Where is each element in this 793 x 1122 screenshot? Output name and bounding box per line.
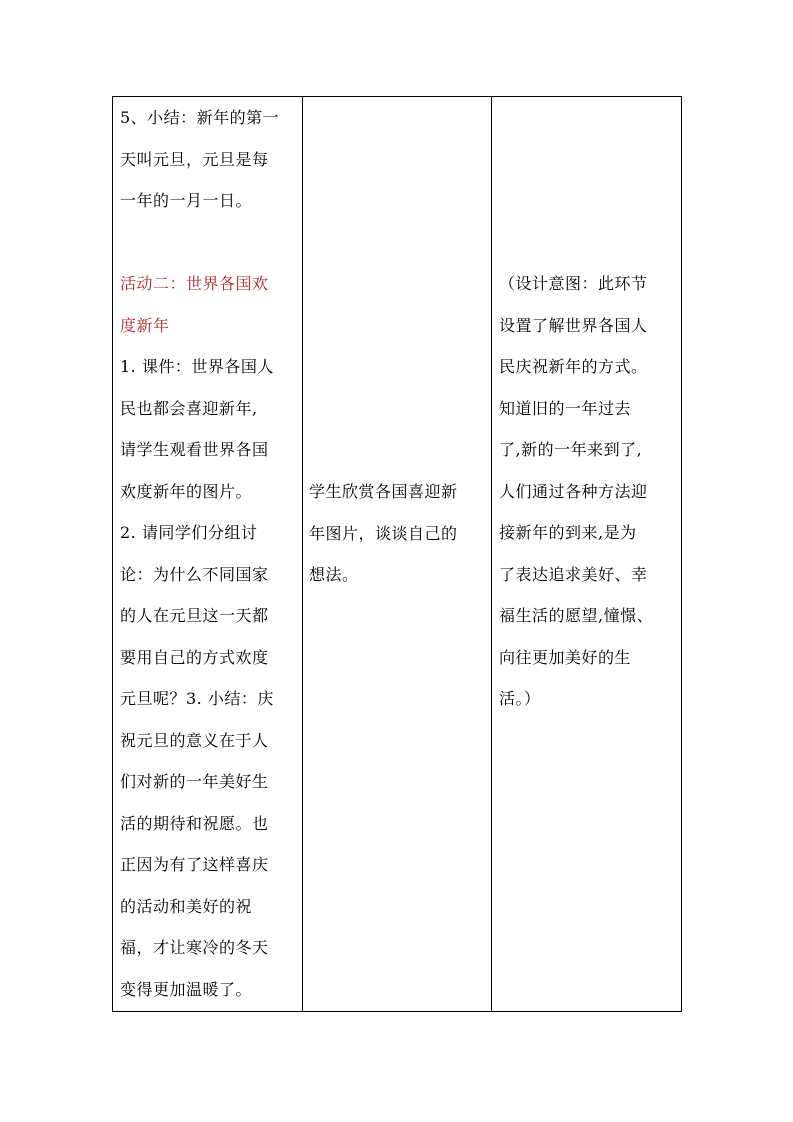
body-line: 元旦呢？3. 小结：庆 bbox=[120, 689, 274, 708]
body-line: 正因为有了这样喜庆 bbox=[120, 855, 269, 874]
column-divider bbox=[491, 97, 492, 1011]
intent-line: 向往更加美好的生 bbox=[499, 647, 632, 667]
intent-line: 知道旧的一年过去 bbox=[499, 398, 632, 418]
body-line: 祝元旦的意义在于人 bbox=[120, 730, 269, 750]
intent-line: 民庆祝新年的方式。 bbox=[499, 357, 648, 376]
intent-line: 了表达追求美好、幸 bbox=[499, 564, 648, 584]
intent-line: 人们通过各种方法迎 bbox=[499, 481, 648, 501]
column-divider bbox=[302, 97, 303, 1011]
activity-title: 活动二：世界各国欢 bbox=[120, 274, 269, 293]
intent-line: 了,新的一年来到了, bbox=[499, 440, 643, 459]
intent-line: （设计意图：此环节 bbox=[499, 274, 648, 293]
body-line: 欢度新年的图片。 bbox=[120, 481, 253, 501]
student-line: 学生欣赏各国喜迎新 bbox=[309, 482, 458, 501]
student-activity-cell bbox=[309, 471, 489, 596]
body-line: 的人在元旦这一天都 bbox=[120, 606, 269, 625]
spacer bbox=[120, 222, 298, 264]
body-line: 2. 请同学们分组讨 bbox=[120, 523, 258, 542]
body-line: 活的期待和祝愿。也 bbox=[120, 813, 269, 833]
body-line: 们对新的一年美好生 bbox=[120, 772, 269, 791]
design-intent-cell bbox=[499, 263, 679, 720]
intent-line: 福生活的愿望,憧憬、 bbox=[499, 606, 654, 625]
intent-line: 接新年的到来,是为 bbox=[499, 523, 637, 542]
lesson-table bbox=[112, 96, 682, 1012]
body-line: 论：为什么不同国家 bbox=[120, 564, 269, 584]
body-line: 的活动和美好的祝 bbox=[120, 896, 253, 916]
student-line: 年图片，谈谈自己的 bbox=[309, 523, 458, 543]
teaching-process-cell bbox=[120, 97, 298, 1010]
summary-line: 天叫元旦，元旦是每 bbox=[120, 149, 269, 169]
body-line: 1. 课件：世界各国人 bbox=[120, 357, 274, 376]
student-line: 想法。 bbox=[309, 565, 359, 584]
summary-line: 一年的一月一日。 bbox=[120, 191, 253, 210]
summary-line: 5、小结：新年的第一 bbox=[120, 108, 280, 127]
body-line: 民也都会喜迎新年, bbox=[120, 398, 258, 418]
body-line: 变得更加温暖了。 bbox=[120, 979, 253, 999]
intent-line: 活。） bbox=[499, 689, 541, 708]
body-line: 要用自己的方式欢度 bbox=[120, 647, 269, 667]
body-line: 请学生观看世界各国 bbox=[120, 440, 269, 459]
body-line: 福，才让寒冷的冬天 bbox=[120, 938, 269, 957]
activity-title: 度新年 bbox=[120, 315, 170, 335]
intent-line: 设置了解世界各国人 bbox=[499, 315, 648, 335]
